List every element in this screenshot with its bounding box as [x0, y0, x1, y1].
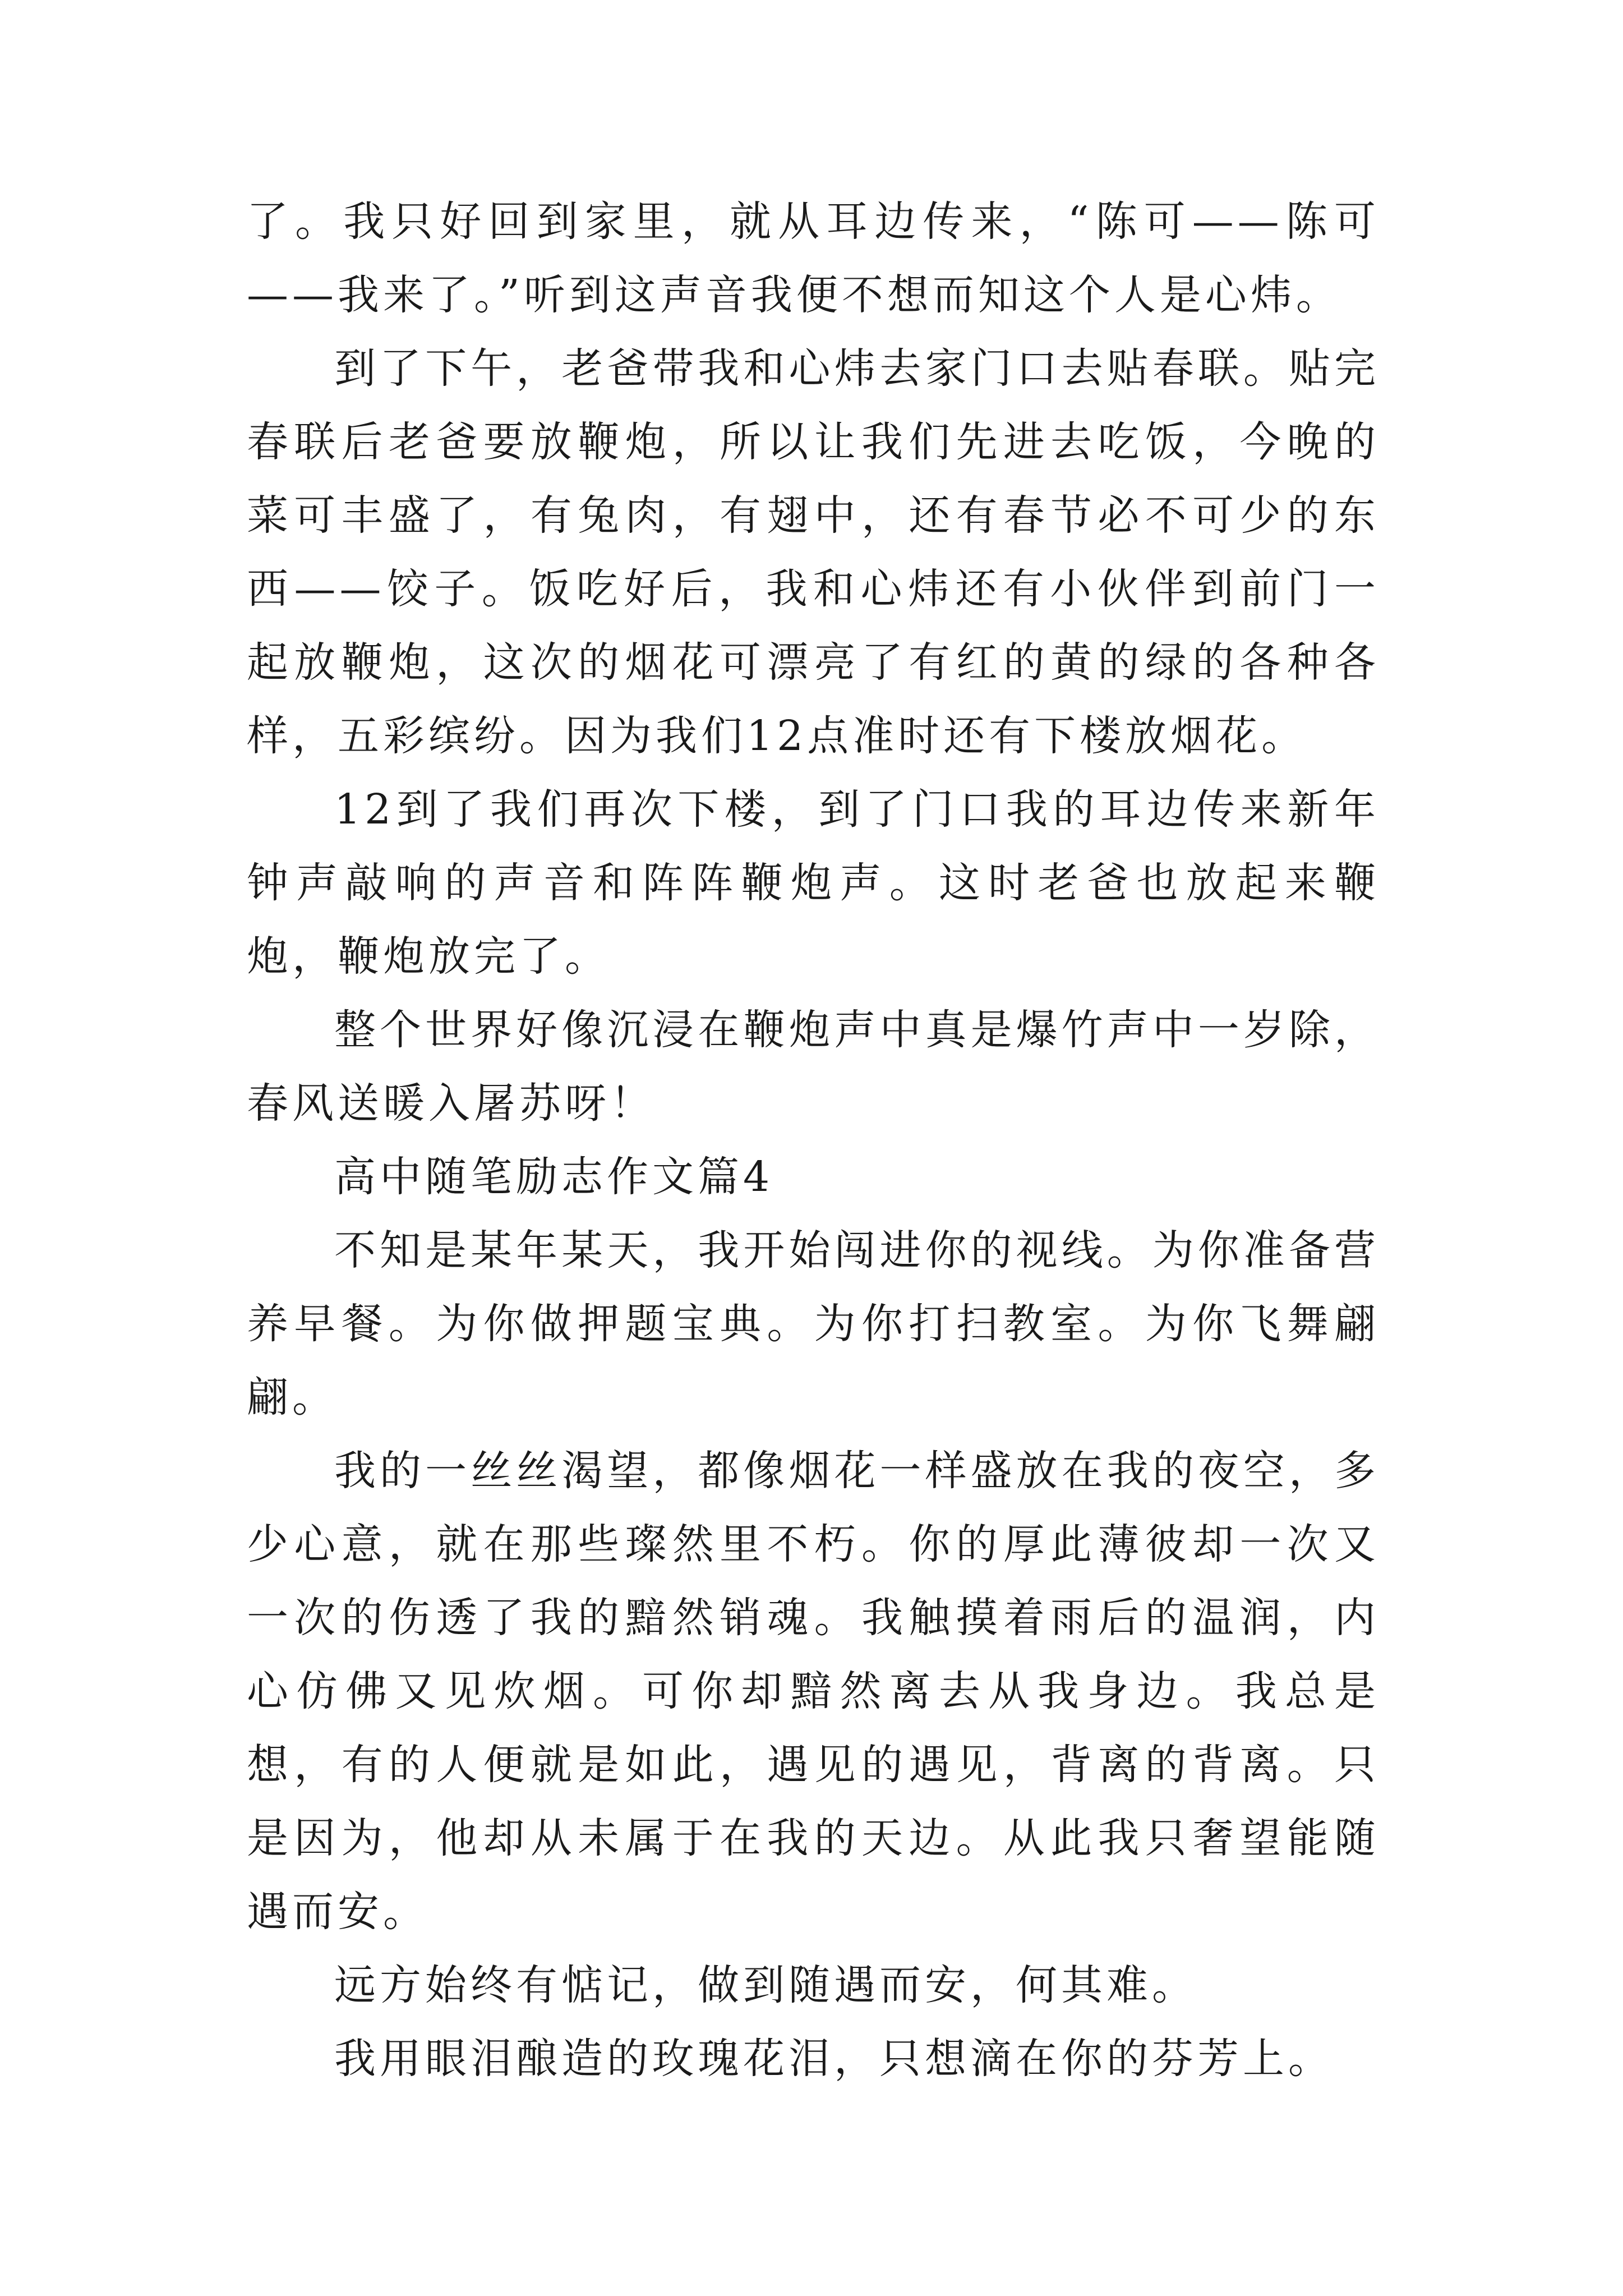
paragraph: 远方始终有惦记，做到随遇而安，何其难。 — [334, 1961, 1197, 2009]
section-heading: 高中随笔励志作文篇4 — [334, 1153, 774, 1201]
paragraph: 我的一丝丝渴望，都像烟花一样盛放在我的夜空，多少心意，就在那些璨然里不朽。你的厚此薄彼却一次又一次的伤透了我的黯然销魂。我触摸着雨后的温润，内心仿佛又见炊烟。可你却黯然离去从我身边。我总是想，有的人便就是如此，遇见的遇见，背离的背离。只是因为，他却从未属于在我的天边。从此我只奢望能随遇而安。 — [247, 1447, 1380, 1936]
paragraph: 整个世界好像沉浸在鞭炮声中真是爆竹声中一岁除，春风送暖入屠苏呀！ — [247, 1006, 1380, 1128]
paragraph: 到了下午，老爸带我和心炜去家门口去贴春联。贴完春联后老爸要放鞭炮，所以让我们先进去吃饭，今晚的菜可丰盛了，有兔肉，有翅中，还有春节必不可少的东西——饺子。饭吃好后，我和心炜还有小伙伴到前门一起放鞭炮，这次的烟花可漂亮了有红的黄的绿的各种各样，五彩缤纷。因为我们12点准时还有下楼放烟花。 — [247, 344, 1380, 760]
paragraph: 12到了我们再次下楼，到了门口我的耳边传来新年钟声敲响的声音和阵阵鞭炮声。这时老爸也放起来鞭炮，鞭炮放完了。 — [247, 785, 1380, 981]
paragraph: 我用眼泪酿造的玫瑰花泪，只想滴在你的芬芳上。 — [334, 2035, 1334, 2083]
paragraph: 不知是某年某天，我开始闯进你的视线。为你准备营养早餐。为你做押题宝典。为你打扫教室。为你飞舞翩翩。 — [247, 1226, 1380, 1421]
paragraph-continuation: 了。我只好回到家里，就从耳边传来，“陈可——陈可——我来了。”听到这声音我便不想而知这个人是心炜。 — [247, 197, 1380, 319]
body-text — [247, 185, 1380, 2096]
